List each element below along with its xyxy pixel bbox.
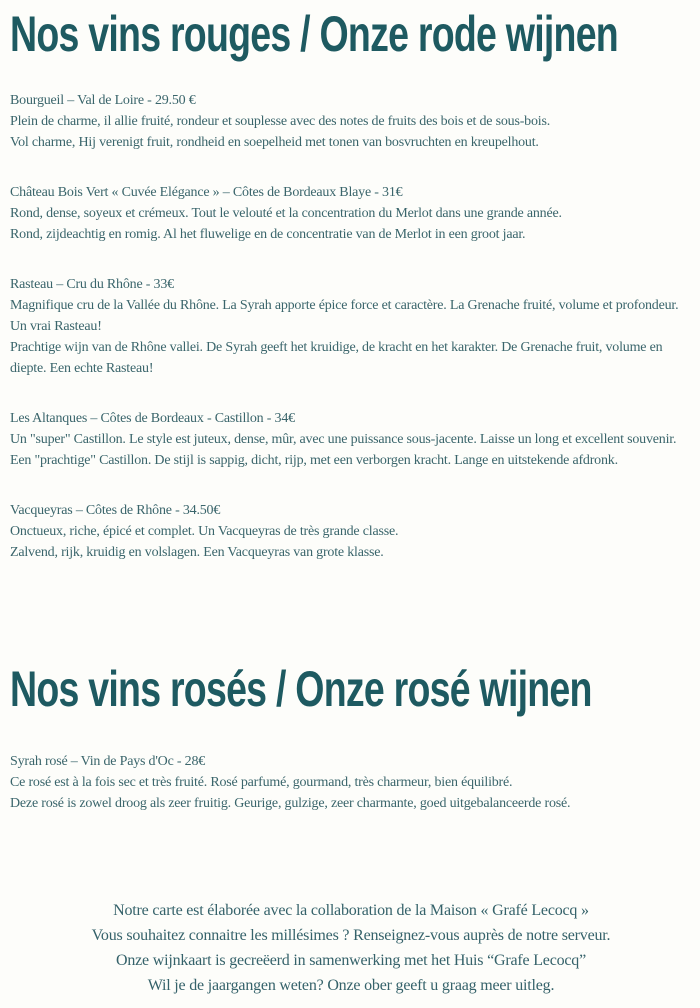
- wine-name: Les Altanques – Côtes de Bordeaux - Castillon - 34€: [10, 411, 295, 426]
- wine-name: Rasteau – Cru du Rhône - 33€: [10, 277, 174, 292]
- wine-description-fr: Onctueux, riche, épicé et complet. Un Vacqueyras de très grande classe.: [10, 524, 399, 539]
- wine-name: Vacqueyras – Côtes de Rhône - 34.50€: [10, 503, 221, 518]
- footer-note: [10, 898, 692, 998]
- section-title-rose-wines: [10, 663, 692, 715]
- wine-entry-bourgueil: [10, 90, 692, 153]
- wine-entry-chateau-bois-vert: [10, 182, 692, 245]
- wine-description-fr: Ce rosé est à la fois sec et très fruité. Rosé parfumé, gourmand, très charmeur, bien équilibré.: [10, 775, 513, 790]
- red-wines-list: [10, 90, 692, 563]
- wine-name: Bourgueil – Val de Loire - 29.50 €: [10, 93, 196, 108]
- wine-name: Château Bois Vert « Cuvée Elégance » – Côtes de Bordeaux Blaye - 31€: [10, 185, 403, 200]
- wine-entry-les-altanques: [10, 408, 692, 471]
- wine-entry-syrah-rose: [10, 751, 692, 814]
- wine-description-nl: Zalvend, rijk, kruidig en volslagen. Een Vacqueyras van grote klasse.: [10, 545, 384, 560]
- footer-line-nl-2: Wil je de jaargangen weten? Onze ober geeft u graag meer uitleg.: [147, 977, 555, 994]
- wine-description-nl: Deze rosé is zowel droog als zeer fruitig. Geurige, gulzige, zeer charmante, goed uitgebalanceerde rosé.: [10, 796, 571, 811]
- wine-description-nl: Vol charme, Hij verenigt fruit, rondheid en soepelheid met tonen van bosvruchten en kreupelhout.: [10, 135, 539, 150]
- wine-entry-vacqueyras: [10, 500, 692, 563]
- wine-entry-rasteau: [10, 274, 692, 379]
- wine-description-nl: Een "prachtige" Castillon. De stijl is sappig, dicht, rijp, met een verborgen kracht. Lange en uitstekende afdronk.: [10, 453, 618, 468]
- footer-line-nl-1: Onze wijnkaart is gecreëerd in samenwerking met het Huis “Grafe Lecocq”: [115, 952, 587, 969]
- wine-name: Syrah rosé – Vin de Pays d'Oc - 28€: [10, 754, 206, 769]
- wine-description-nl: Prachtige wijn van de Rhône vallei. De Syrah geeft het kruidige, de kracht en het karakter. De Grenache fruit, volume en diepte. Een echte Rasteau!: [10, 340, 663, 376]
- wine-description-fr: Un "super" Castillon. Le style est juteux, dense, mûr, avec une puissance sous-jacente. Laisse un long et excellent souvenir.: [10, 432, 677, 447]
- wine-description-fr: Rond, dense, soyeux et crémeux. Tout le velouté et la concentration du Merlot dans une grande année.: [10, 206, 562, 221]
- section-title-red-wines-text: Nos vins rouges / Onze rode wijnen: [10, 6, 618, 62]
- wine-description-fr: Magnifique cru de la Vallée du Rhône. La Syrah apporte épice force et caractère. La Grenache fruité, volume et profondeur. Un vrai Rasteau!: [10, 298, 679, 334]
- wine-description-fr: Plein de charme, il allie fruité, rondeur et souplesse avec des notes de fruits des bois et de sous-bois.: [10, 114, 551, 129]
- section-title-rose-wines-text: Nos vins rosés / Onze rosé wijnen: [10, 661, 592, 717]
- section-title-red-wines: [10, 8, 692, 60]
- wine-description-nl: Rond, zijdeachtig en romig. Al het fluwelige en de concentratie van de Merlot in een groot jaar.: [10, 227, 526, 242]
- footer-line-fr-2: Vous souhaitez connaitre les millésimes ? Renseignez-vous auprès de notre serveur.: [91, 927, 611, 944]
- rose-wines-list: [10, 751, 692, 814]
- footer-line-fr-1: Notre carte est élaborée avec la collaboration de la Maison « Grafé Lecocq »: [113, 902, 589, 919]
